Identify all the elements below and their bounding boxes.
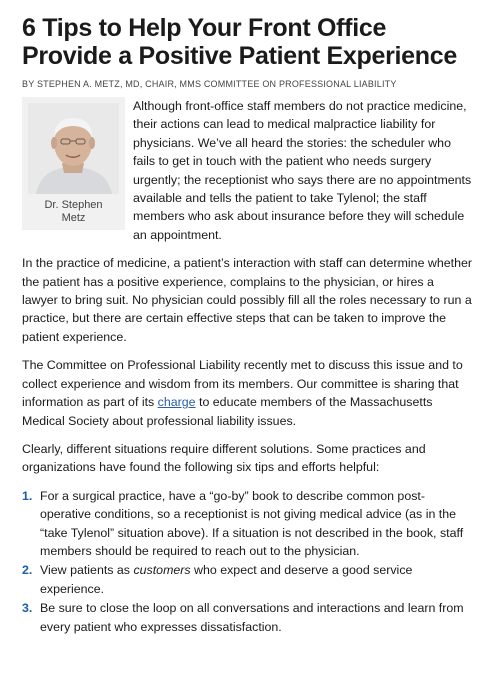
intro-section [22, 97, 473, 244]
tip-number: 3. [22, 601, 33, 616]
tip-text-after: who expect and deserve a good service experience. [40, 563, 413, 596]
tip-text: Be sure to close the loop on all conversations and interactions and learn from every patient who expresses dissatisfaction. [40, 601, 464, 634]
byline: BY STEPHEN A. METZ, MD, CHAIR, MMS COMMITTEE ON PROFESSIONAL LIABILITY [22, 79, 397, 89]
tip-item-3 [22, 599, 473, 636]
intro-paragraph: Although front-office staff members do not practice medicine, their actions can lead to medical malpractice liability for physicians. We’ve all heard the stories: the scheduler who fails to get in touch with the patient who needs surgery urgently; the receptionist who says there are no appointments available and tells the patient to take Tylenol; the staff members who ask about insurance before they will schedule an appointment. [133, 99, 472, 242]
author-portrait-image [28, 103, 119, 194]
tip-number: 2. [22, 563, 33, 578]
paragraph-1: In the practice of medicine, a patient’s interaction with staff can determine whether the patient has a positive experience, complains to the physician, or hires a lawyer to bring suit. No physician could possibly fill all the roles necessary to run a practice, but there are certain effective steps that can be taken to improve the patient experience. [22, 256, 472, 344]
paragraph-2-before: The Committee on Professional Liability recently met to discuss this issue and to collect experience and wisdom from its members. Our committee is sharing that information as part of its [22, 358, 463, 410]
author-photo-box [22, 97, 125, 230]
article-title: 6 Tips to Help Your Front Office Provide a Positive Patient Experience [22, 14, 457, 70]
paragraph-3: Clearly, different situations require different solutions. Some practices and organizations have found the following six tips and efforts helpful: [22, 441, 426, 475]
tip-item-1 [22, 487, 473, 561]
tip-text-emphasis: customers [133, 563, 191, 578]
tip-number: 1. [22, 488, 33, 503]
tip-text [40, 561, 473, 598]
photo-caption [22, 199, 125, 225]
photo-caption-line1: Dr. Stephen [44, 199, 103, 211]
tip-item-2 [22, 561, 473, 598]
photo-caption-line2: Metz [61, 212, 86, 224]
paragraph-2-after: to educate members of the Massachusetts Medical Society about professional liability issues. [22, 395, 433, 428]
paragraph-2 [22, 356, 473, 430]
author-photo [28, 103, 119, 194]
tip-text: For a surgical practice, have a “go-by” book to describe common post-operative conditions, so a receptionist is not giving medical advice (as in the “take Tylenol” situation above). If a situation is not described in the book, staff members should be required to reach out to the physician. [40, 488, 464, 558]
charge-link[interactable]: charge [157, 395, 196, 410]
tip-text-before: View patients as [40, 563, 134, 578]
tips-list [22, 487, 473, 636]
